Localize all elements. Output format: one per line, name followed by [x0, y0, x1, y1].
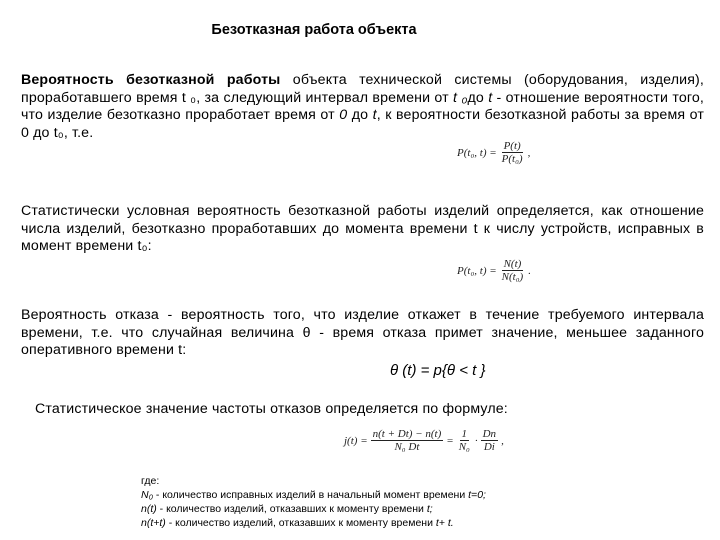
symbol: t;	[426, 503, 433, 515]
text: - количество исправных изделий в начальный момент времени	[153, 489, 469, 501]
notes-line	[141, 502, 486, 516]
formula-tail: ,	[527, 146, 531, 159]
formula-statistical-probability	[457, 258, 531, 283]
symbol: n(t)	[141, 503, 157, 515]
symbol-zero: 0	[339, 107, 348, 124]
paragraph-failure-probability: Вероятность отказа - вероятность того, что изделие откажет в течение требуемого интервала времени, т.е. что случайная величина θ - время отказа примет значение, меньшее заданного оперативного времени t:	[21, 307, 704, 359]
symbol: t+ t.	[435, 517, 454, 529]
numerator: N(t)	[503, 258, 522, 270]
text: до	[347, 107, 373, 124]
symbol-t0: t ₀	[181, 89, 197, 106]
text: , к вероятности безотказной работы за время от 0 до t₀, т.е.	[21, 107, 704, 142]
slide-title: Безотказная работа объекта	[211, 22, 417, 38]
formula-failure-probability: θ (t) = p{θ < t }	[390, 362, 486, 379]
notes-label: где:	[141, 475, 160, 487]
term-reliability: Вероятность безотказной работы	[21, 72, 281, 88]
denominator: N₀ Dt	[394, 441, 420, 453]
numerator: P(t)	[503, 140, 521, 152]
fraction	[500, 258, 526, 283]
numerator: 1	[461, 428, 468, 440]
symbol-t0: t ₀	[453, 89, 468, 106]
formula-failure-frequency	[344, 428, 504, 453]
formula-lhs: P(t₀, t) =	[457, 146, 497, 159]
fraction	[481, 428, 498, 453]
text: - количество изделий, отказавших к моменту времени	[165, 517, 436, 529]
text: - отношение вероятности того, что изделие безотказно проработает время от	[21, 89, 705, 124]
fraction	[500, 140, 525, 165]
symbol: N₀	[141, 489, 154, 501]
text: объекта технической системы (оборудования, изделия), проработавшего время	[21, 72, 704, 106]
notes-line	[141, 516, 486, 530]
paragraph-reliability-definition	[21, 72, 704, 143]
numerator: Dn	[482, 428, 497, 440]
formula-tail: .	[528, 264, 531, 277]
notes-line	[141, 488, 486, 502]
denominator: Di	[483, 441, 495, 453]
denominator: N(t₀)	[501, 271, 524, 283]
paragraph-failure-frequency: Статистическое значение частоты отказов определяется по формуле:	[35, 401, 508, 417]
formula-lhs: j(t) =	[344, 434, 368, 447]
denominator: N₀	[458, 441, 470, 453]
denominator: P(t₀)	[501, 153, 523, 165]
symbol-t: t	[372, 107, 377, 124]
text: до	[467, 89, 489, 106]
text: - количество изделий, отказавших к моменту времени	[156, 503, 427, 515]
multiply-sign: ·	[474, 434, 478, 447]
formula-conditional-probability	[457, 140, 530, 165]
formula-notes	[141, 474, 486, 530]
equals-sign: =	[446, 434, 454, 447]
numerator: n(t + Dt) − n(t)	[372, 428, 442, 440]
symbol: t=0;	[468, 489, 486, 501]
formula-lhs: P(t₀, t) =	[457, 264, 497, 277]
fraction	[371, 428, 444, 453]
text: , за следующий интервал времени от	[196, 89, 454, 106]
paragraph-statistical-probability: Статистически условная вероятность безотказной работы изделий определяется, как отношение числа изделий, безотказно проработавших до момента времени t к числу устройств, исправных в момент времени t₀:	[21, 203, 704, 255]
formula-tail: ,	[501, 434, 504, 447]
fraction	[457, 428, 472, 453]
symbol: n(t+t)	[141, 517, 166, 529]
symbol-t: t	[488, 89, 493, 106]
